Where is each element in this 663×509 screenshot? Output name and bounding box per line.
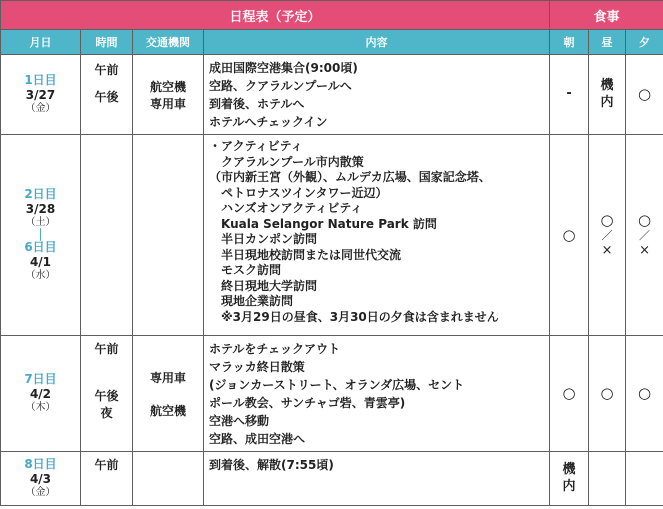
- title-row: [1, 1, 663, 30]
- table-row: [1, 135, 663, 336]
- time-label: 午前: [94, 63, 119, 77]
- time-label: 午後: [94, 90, 119, 104]
- meal-mark: -: [566, 86, 572, 102]
- time-label: 午後: [94, 389, 119, 403]
- transport-cell: [133, 135, 204, 336]
- date-label: 4/2: [29, 387, 52, 402]
- weekday-label: （金）: [25, 487, 56, 499]
- transport-cell: [133, 452, 204, 506]
- day-label: 2日目: [24, 187, 57, 202]
- dinner-cell: [626, 452, 663, 506]
- dinner-cell: [626, 135, 663, 336]
- content-line: モスク訪問: [209, 263, 282, 277]
- dinner-cell: [626, 336, 663, 452]
- content-line: 空路、クアラルンプールへ: [209, 79, 352, 93]
- meal-mark: ○: [600, 210, 614, 229]
- meal-mark: ○: [637, 384, 652, 403]
- content-line: （市内新王宮（外観）、ムルデカ広場、国家記念塔、: [209, 170, 491, 184]
- content-line: ・アクティビティ: [209, 139, 303, 153]
- date-label: 4/1: [29, 255, 52, 270]
- date-label: 3/28: [25, 202, 56, 217]
- lunch-cell: [589, 55, 626, 135]
- lunch-column-header: 昼: [589, 30, 626, 55]
- breakfast-cell: [550, 135, 589, 336]
- day-label: 6日目: [24, 240, 57, 255]
- time-label: 夜: [100, 406, 113, 420]
- content-column-header: 内容: [204, 30, 550, 55]
- content-cell: [204, 336, 550, 452]
- content-line: 半日カンポン訪問: [209, 232, 318, 246]
- content-line: ホテルへチェックイン: [209, 115, 328, 129]
- content-line: 終日現地大学訪問: [209, 278, 318, 293]
- schedule-header: 日程表（予定）: [1, 1, 550, 30]
- column-header-row: [1, 30, 663, 55]
- breakfast-cell: [550, 336, 589, 452]
- lunch-cell: [589, 135, 626, 336]
- lunch-cell: [589, 336, 626, 452]
- transport-cell: [133, 336, 204, 452]
- meal-mark: ○: [637, 85, 652, 104]
- content-line: 成田国際空港集合(9:00頃): [209, 61, 358, 75]
- transport-label: 航空機: [149, 403, 186, 418]
- content-line: ※3月29日の昼食、3月30日の夕食は含まれません: [209, 309, 499, 324]
- dinner-column-header: 夕: [626, 30, 663, 55]
- content-line: 現地企業訪問: [209, 294, 294, 308]
- content-line: 到着後、ホテルへ: [209, 97, 305, 111]
- date-label: 3/27: [25, 88, 56, 103]
- content-line: ペトロナスツインタワー近辺）: [209, 185, 388, 200]
- meal-mark: ／: [601, 229, 613, 243]
- weekday-label: （水）: [25, 270, 56, 282]
- content-cell: [204, 452, 550, 506]
- breakfast-cell: [550, 55, 589, 135]
- transport-label: 専用車: [149, 370, 186, 385]
- content-line: ハンズオンアクティビティ: [209, 201, 363, 215]
- date-cell: [1, 336, 81, 452]
- content-cell: [204, 135, 550, 336]
- meal-mark: ／: [639, 229, 651, 243]
- content-cell: [204, 55, 550, 135]
- transport-cell: [133, 55, 204, 135]
- content-line: 半日現地校訪問または同世代交流: [209, 247, 402, 262]
- time-cell: [81, 336, 133, 452]
- day-label: 7日目: [24, 372, 57, 387]
- breakfast-cell: [550, 452, 589, 506]
- table-row: [1, 336, 663, 452]
- day-label: 8日目: [24, 457, 57, 472]
- time-cell: [81, 55, 133, 135]
- content-line: Kuala Selangor Nature Park 訪問: [209, 216, 437, 231]
- transport-label: 専用車: [149, 96, 186, 111]
- meal-mark: ×: [639, 243, 650, 259]
- time-column-header: 時間: [81, 30, 133, 55]
- meal-mark: 機: [600, 78, 614, 94]
- meal-mark: ○: [600, 384, 614, 403]
- date-label: 4/3: [29, 472, 52, 487]
- meal-mark: 内: [562, 478, 576, 494]
- weekday-label: （土）: [25, 217, 56, 229]
- time-label: 午前: [94, 342, 119, 356]
- content-line: ポール教会、サンチャゴ砦、青雲亭): [209, 396, 406, 410]
- date-cell: [1, 135, 81, 336]
- content-line: 到着後、解散(7:55頃): [209, 458, 334, 472]
- breakfast-column-header: 朝: [550, 30, 589, 55]
- lunch-cell: [589, 452, 626, 506]
- meals-header: 食事: [550, 1, 663, 30]
- transport-label: 航空機: [149, 79, 186, 94]
- transport-column-header: 交通機関: [133, 30, 204, 55]
- time-cell: [81, 452, 133, 506]
- day-label: 1日目: [24, 73, 57, 88]
- meal-mark: ○: [562, 384, 576, 403]
- table-row: [1, 55, 663, 135]
- weekday-label: （金）: [25, 103, 56, 115]
- content-line: 空港へ移動: [209, 414, 270, 428]
- date-column-header: 月日: [1, 30, 81, 55]
- table-row: [1, 452, 663, 506]
- dinner-cell: [626, 55, 663, 135]
- date-cell: [1, 55, 81, 135]
- time-label: 午前: [94, 458, 119, 472]
- date-cell: [1, 452, 81, 506]
- content-line: (ジョンカーストリート、オランダ広場、セント: [209, 378, 465, 392]
- content-line: ホテルをチェックアウト: [209, 342, 341, 356]
- meal-mark: ○: [562, 225, 576, 244]
- range-separator: ｜: [34, 227, 47, 242]
- content-line: クアラルンプール市内散策: [209, 154, 364, 169]
- content-line: マラッカ終日散策: [209, 360, 305, 374]
- time-cell: [81, 135, 133, 336]
- meal-mark: ×: [601, 243, 613, 259]
- content-line: 空路、成田空港へ: [209, 432, 306, 446]
- meal-mark: 機: [562, 462, 576, 478]
- meal-mark: 内: [600, 94, 614, 110]
- meal-mark: ○: [637, 210, 652, 229]
- weekday-label: （木）: [25, 402, 56, 414]
